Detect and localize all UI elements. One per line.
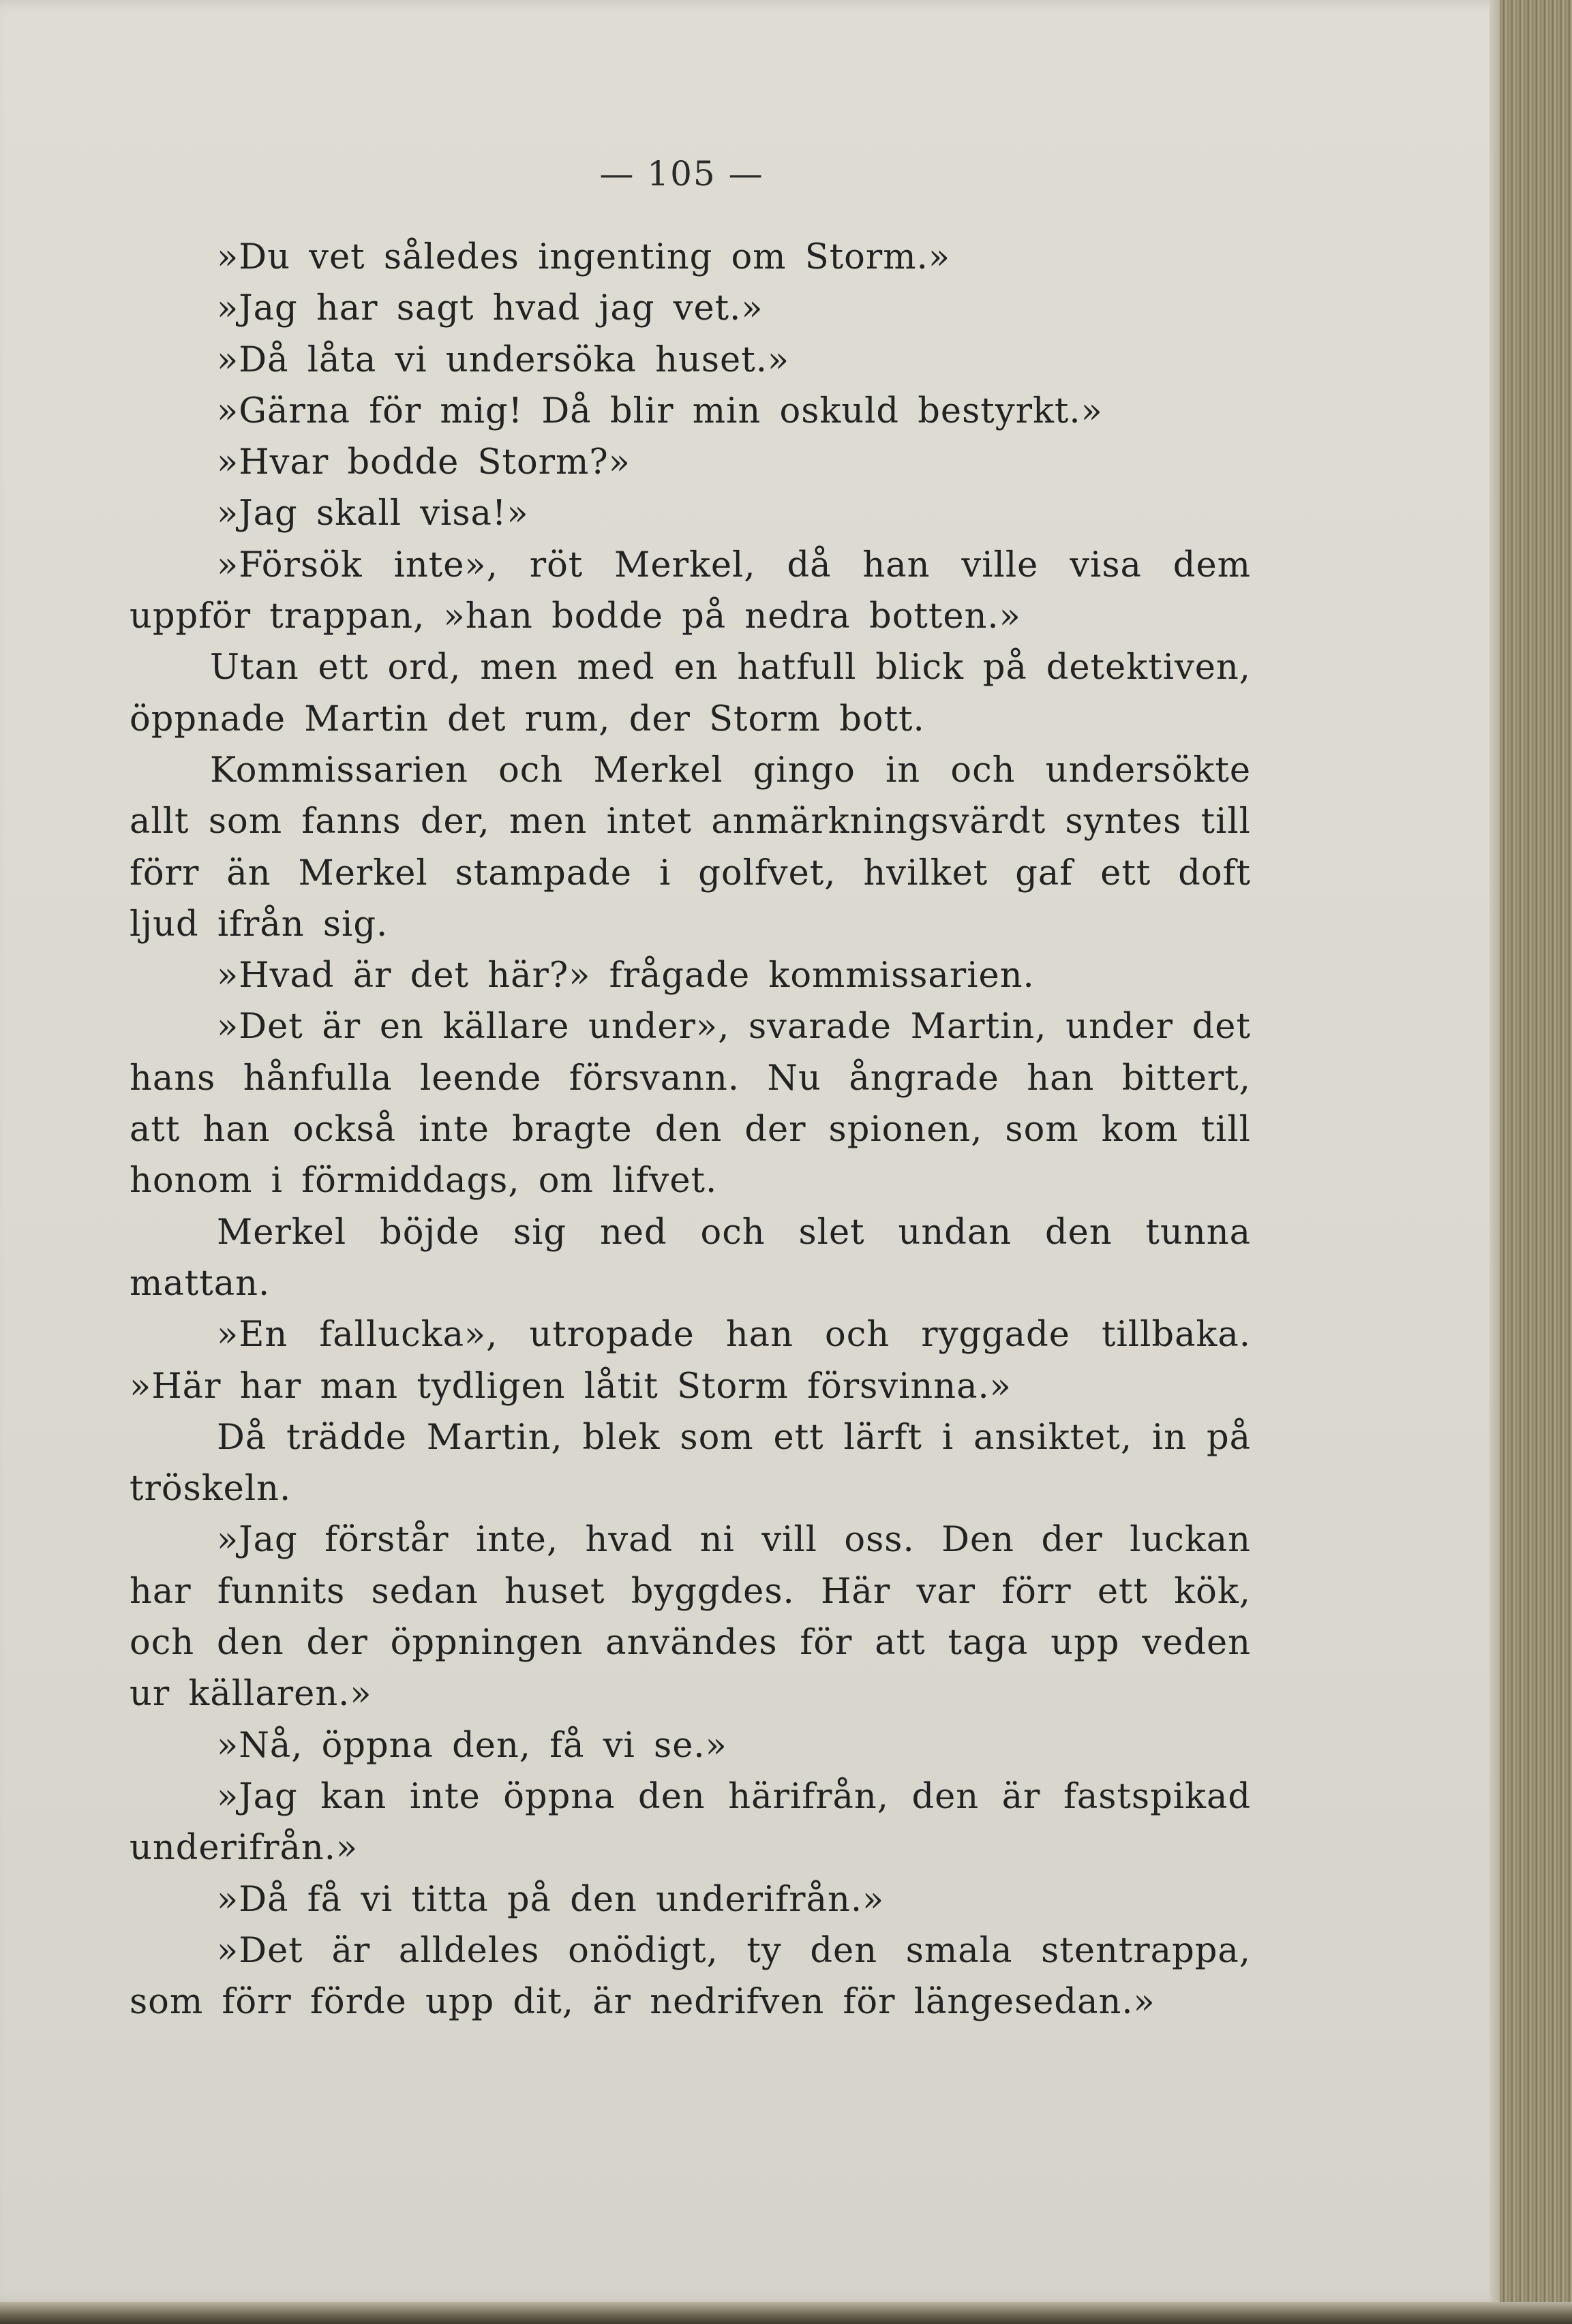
body-text (130, 232, 1251, 2028)
paragraph: »Nå, öppna den, få vi se.» (217, 1725, 727, 1766)
paragraph: »Det är en källare under», svarade Martin, under det hans hånfulla leende försvann. Nu ångrade han bittert, att han också inte bragte den der spionen, som kom till honom i förmiddags, om lifvet. (130, 1007, 1251, 1202)
page-number: — 105 — (599, 154, 764, 194)
paragraph: »Jag kan inte öppna den härifrån, den är fastspikad underifrån.» (130, 1776, 1251, 1869)
paragraph: Merkel böjde sig ned och slet undan den tunna mattan. (130, 1212, 1251, 1304)
paragraph: »Det är alldeles onödigt, ty den smala stentrappa, som förr förde upp dit, är nedrifven för längesedan.» (130, 1930, 1251, 2023)
paragraph: »En fallucka», utropade han och ryggade tillbaka. »Här har man tydligen låtit Storm försvinna.» (130, 1315, 1251, 1407)
paragraph: »Hvad är det här?» frågade kommissarien. (217, 955, 1035, 996)
paragraph: »Jag skall visa!» (217, 493, 529, 534)
paragraph: Utan ett ord, men med en hatfull blick på detektiven, öppnade Martin det rum, der Storm bott. (130, 647, 1251, 739)
paragraph: »Då låta vi undersöka huset.» (217, 339, 790, 380)
paragraph: »Jag förstår inte, hvad ni vill oss. Den der luckan har funnits sedan huset byggdes. Här var förr ett kök, och den der öppningen användes för att taga upp veden ur källaren.» (130, 1520, 1251, 1715)
paragraph: »Då få vi titta på den underifrån.» (217, 1879, 885, 1920)
book-bottom-edge (0, 2302, 1572, 2324)
paragraph: »Gärna för mig! Då blir min oskuld bestyrkt.» (217, 391, 1103, 431)
paragraph: »Jag har sagt hvad jag vet.» (217, 288, 764, 329)
paragraph: »Försök inte», röt Merkel, då han ville visa dem uppför trappan, »han bodde på nedra botten.» (130, 545, 1251, 637)
paragraph: Då trädde Martin, blek som ett lärft i ansiktet, in på tröskeln. (130, 1417, 1251, 1510)
paragraph: Kommissarien och Merkel gingo in och undersökte allt som fanns der, men intet anmärkningsvärdt syntes till förr än Merkel stampade i golfvet, hvilket gaf ett doft ljud ifrån sig. (130, 750, 1251, 945)
paragraph: »Hvar bodde Storm?» (217, 442, 631, 483)
book-page-edges (1500, 0, 1572, 2324)
paragraph: »Du vet således ingenting om Storm.» (217, 237, 951, 277)
